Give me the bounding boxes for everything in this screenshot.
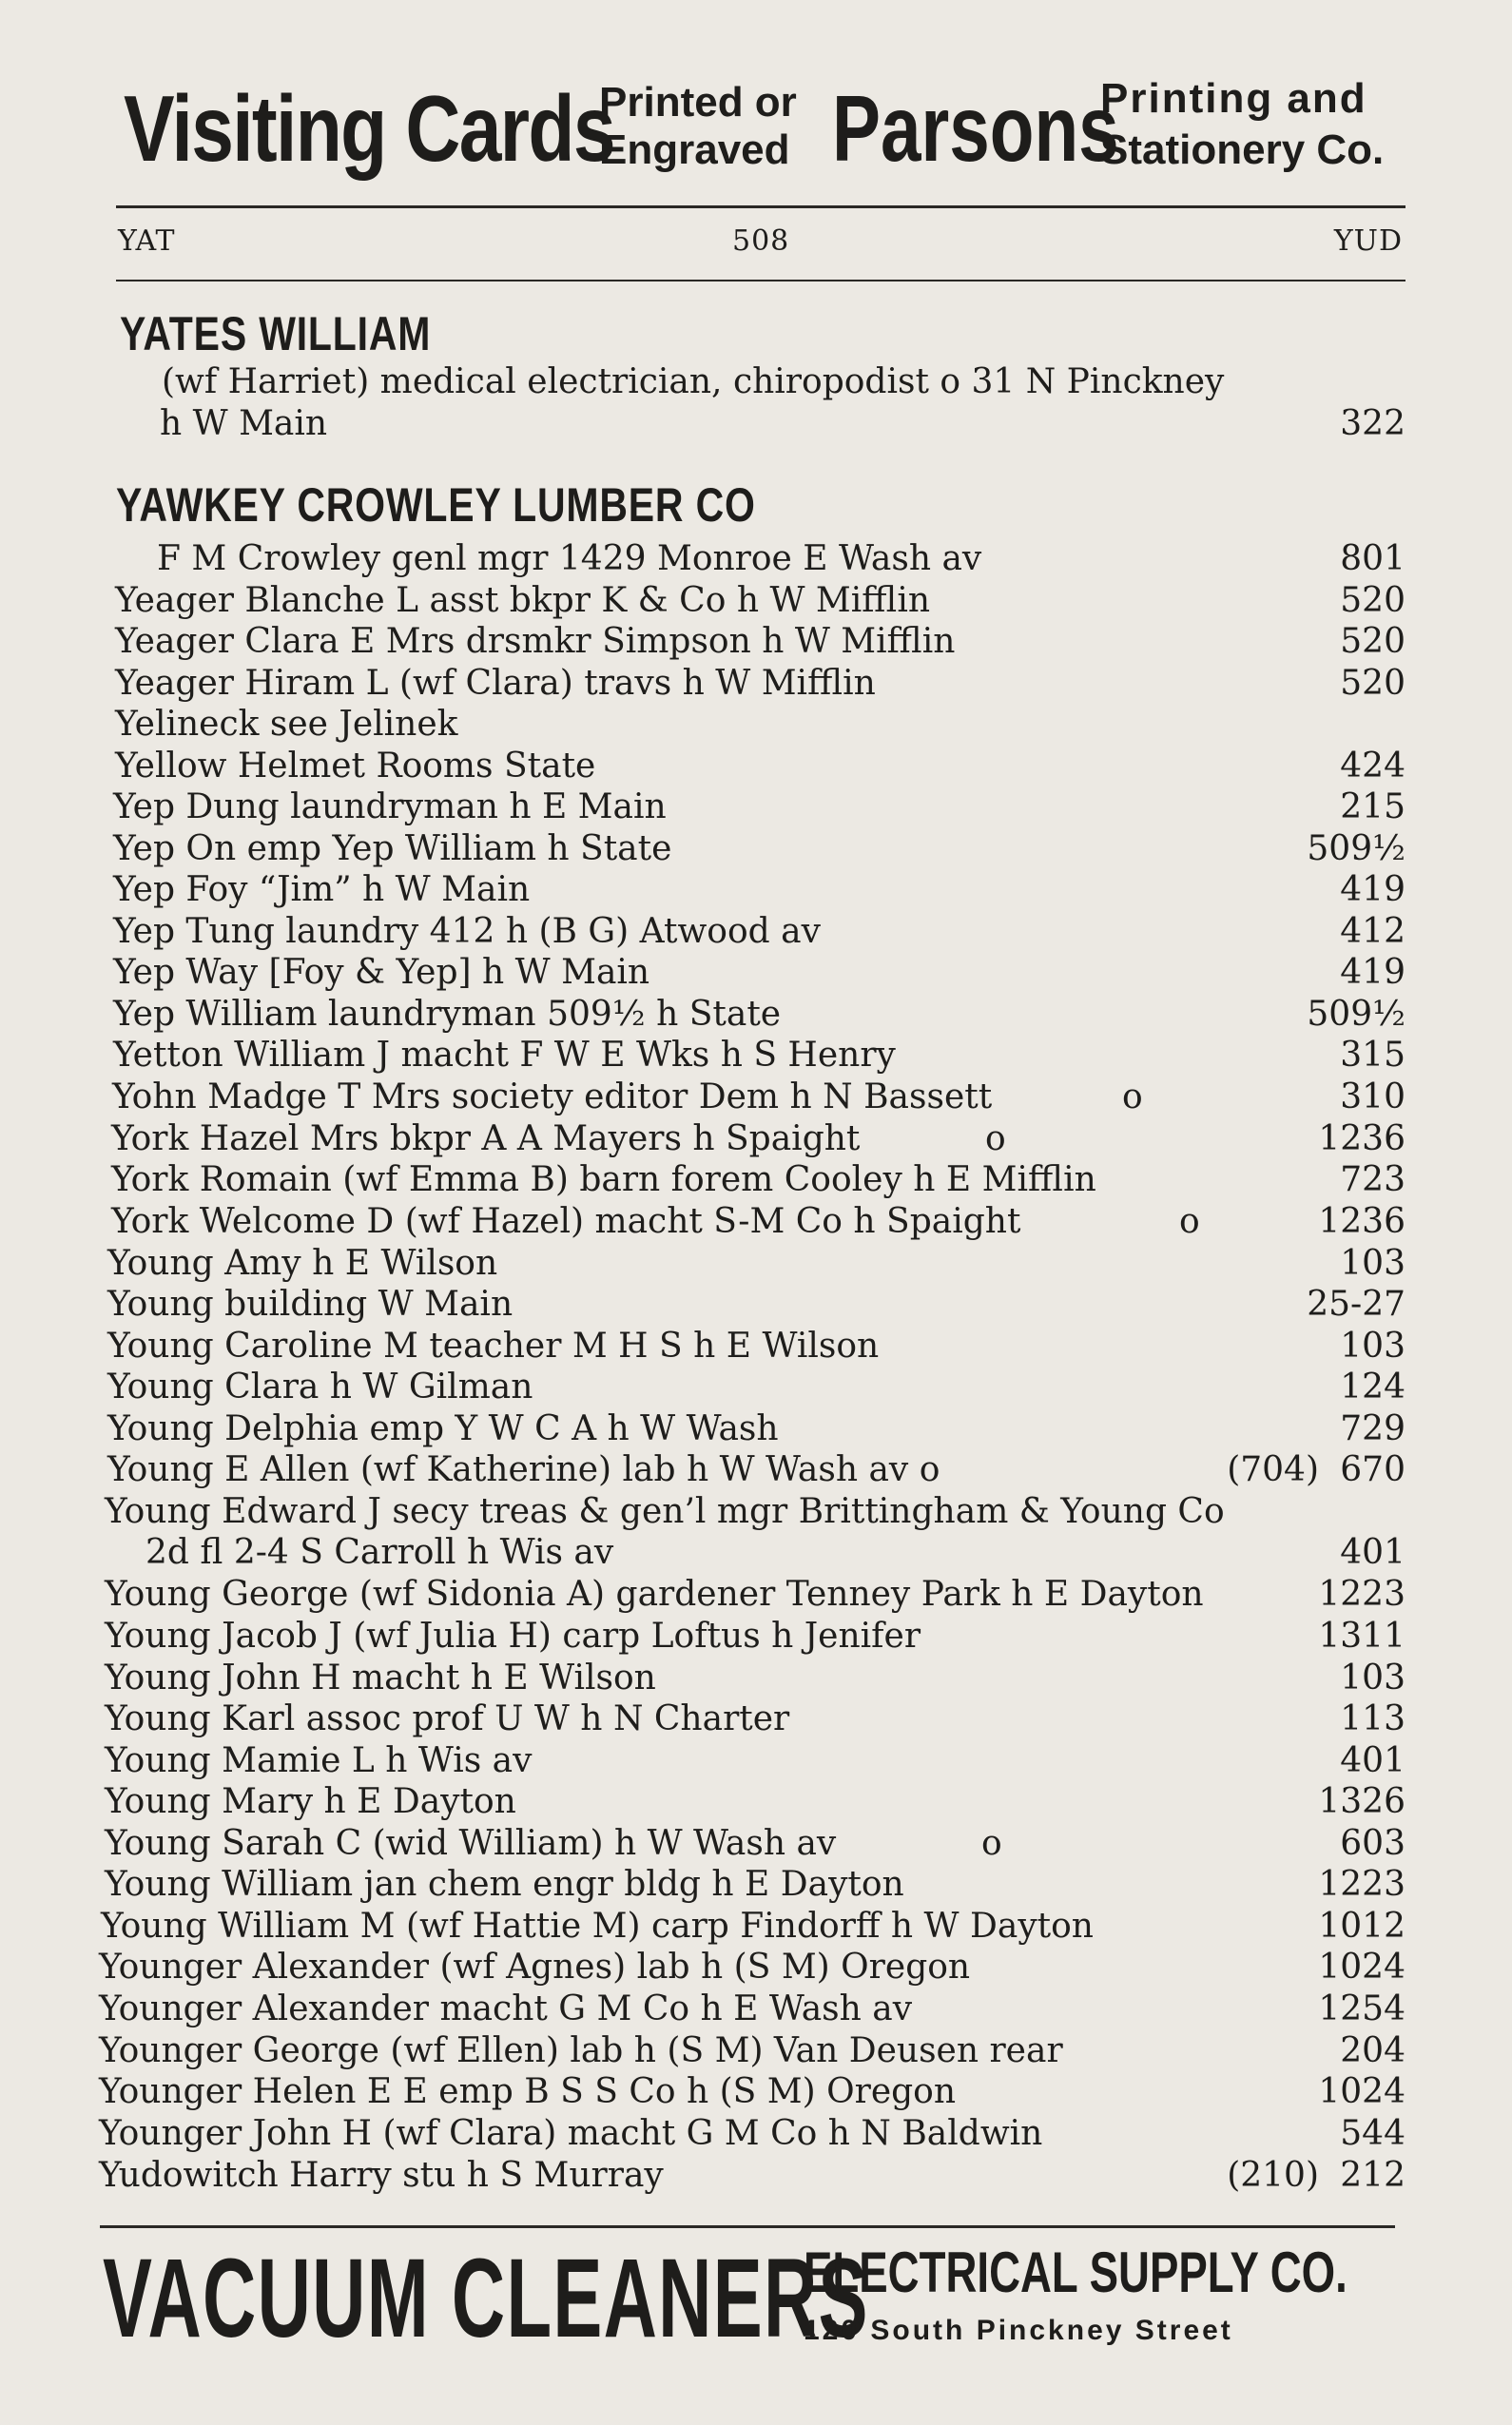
bottom-divider [100, 2225, 1395, 2228]
entry-number: 1012 [1318, 1907, 1405, 1946]
entry-number: 544 [1340, 2114, 1405, 2153]
entry-text: Young building W Main [107, 1285, 514, 1324]
entry-text: Younger George (wf Ellen) lab h (S M) Van Deusen rear [99, 2031, 1063, 2070]
entry-text: Yep Foy “Jim” h W Main [113, 870, 531, 909]
entry-text: Young Clara h W Gilman [107, 1368, 533, 1406]
entry-number: 103 [1340, 1244, 1405, 1283]
entry-number: 1326 [1318, 1782, 1405, 1821]
entry-number: 419 [1340, 870, 1405, 909]
entry-text: York Romain (wf Emma B) barn forem Cooley h E Mifflin [111, 1160, 1096, 1199]
entry-text: Young Delphia emp Y W C A h W Wash [107, 1409, 779, 1448]
page-number: 508 [732, 224, 790, 258]
entry-number: 419 [1340, 953, 1405, 992]
entry-number: 509½ [1307, 995, 1405, 1034]
entry-number: 212 [1340, 2156, 1405, 2195]
entry-text: Young George (wf Sidonia A) gardener Tenney Park h E Dayton [105, 1575, 1204, 1614]
entry-text: Younger Alexander macht G M Co h E Wash av [99, 1989, 913, 2028]
entry-number: 401 [1340, 1741, 1405, 1780]
entry-number: 25-27 [1307, 1285, 1405, 1324]
entry-number: 113 [1340, 1699, 1405, 1738]
entry-number: 1223 [1318, 1865, 1405, 1904]
entry-number: 509½ [1307, 829, 1405, 868]
ad-engraved: Engraved [599, 126, 790, 173]
entry-number: 204 [1340, 2031, 1405, 2070]
running-head-right: YUD [1333, 224, 1403, 258]
header-divider [116, 280, 1405, 281]
entry-text: Young Mary h E Dayton [105, 1782, 516, 1821]
top-divider [116, 205, 1405, 208]
entry-number: 424 [1340, 747, 1405, 786]
entry-text: Young Amy h E Wilson [107, 1244, 498, 1283]
entry-text: Young William M (wf Hattie M) carp Findorff h W Dayton [101, 1907, 1094, 1946]
entry-number: 1024 [1318, 2072, 1405, 2111]
entry-number: 603 [1340, 1824, 1405, 1863]
entry-text: Younger John H (wf Clara) macht G M Co h N Baldwin [99, 2114, 1043, 2153]
entry-text: Younger Helen E E emp B S S Co h (S M) Oregon [99, 2072, 957, 2111]
entry-outside-marker: o [981, 1824, 1002, 1863]
section-heading-yates: YATES WILLIAM [120, 307, 432, 360]
entry-outside-marker: o [985, 1119, 1006, 1158]
section-heading-yawkey: YAWKEY CROWLEY LUMBER CO [116, 478, 756, 532]
ad-printed-or: Printed or [599, 79, 797, 126]
entry-text: F M Crowley genl mgr 1429 Monroe E Wash av [157, 539, 982, 578]
entry-outside-marker: o [1122, 1077, 1143, 1116]
ad-address: 120 South Pinckney Street [804, 2315, 1233, 2346]
ad-visiting-cards: Visiting Cards [124, 76, 614, 181]
entry-text: Yohn Madge T Mrs society editor Dem h N Bassett [112, 1077, 993, 1116]
entry-number: 1223 [1318, 1575, 1405, 1614]
entry-phone-code: (704) [1227, 1450, 1319, 1489]
entry-number: 1236 [1318, 1119, 1405, 1158]
entry-text: Young Sarah C (wid William) h W Wash av [105, 1824, 837, 1863]
entry-number: 124 [1340, 1368, 1405, 1406]
entry-text: Young William jan chem engr bldg h E Dayton [105, 1865, 904, 1904]
entry-number: 670 [1340, 1450, 1405, 1489]
entry-text: 2d fl 2-4 S Carroll h Wis av [145, 1533, 614, 1572]
entry-text: Yep On emp Yep William h State [113, 829, 672, 868]
running-head-left: YAT [118, 224, 176, 258]
entry-text: Yudowitch Harry stu h S Murray [99, 2156, 664, 2195]
entry-number: 801 [1340, 539, 1405, 578]
entry-text: h W Main [160, 404, 328, 443]
entry-text: Young Jacob J (wf Julia H) carp Loftus h Jenifer [105, 1617, 921, 1656]
ad-printing-and: Printing and [1100, 75, 1367, 122]
entry-text: Young Karl assoc prof U W h N Charter [105, 1699, 790, 1738]
entry-number: 310 [1340, 1077, 1405, 1116]
ad-electrical-supply: ELECTRICAL SUPPLY CO. [804, 2241, 1347, 2304]
entry-text: Young John H macht h E Wilson [105, 1659, 656, 1698]
ad-stationery-co: Stationery Co. [1100, 126, 1385, 173]
entry-number: 401 [1340, 1533, 1405, 1572]
entry-text: Yellow Helmet Rooms State [115, 747, 596, 786]
entry-text: Yep Way [Foy & Yep] h W Main [113, 953, 650, 992]
entry-number: 729 [1340, 1409, 1405, 1448]
entry-number: 1311 [1318, 1617, 1405, 1656]
entry-number: 215 [1340, 787, 1405, 826]
ad-parsons: Parsons [832, 76, 1119, 181]
entry-text: York Hazel Mrs bkpr A A Mayers h Spaight [111, 1119, 861, 1158]
entry-number: 520 [1340, 664, 1405, 703]
entry-text: Young E Allen (wf Katherine) lab h W Wash av o [107, 1450, 940, 1489]
entry-text: Young Edward J secy treas & gen’l mgr Brittingham & Young Co [105, 1492, 1225, 1531]
entry-number: 723 [1340, 1160, 1405, 1199]
entry-text: Yep William laundryman 509½ h State [113, 995, 782, 1034]
entry-number: 520 [1340, 581, 1405, 620]
entry-text: Yeager Hiram L (wf Clara) travs h W Mifflin [115, 664, 876, 703]
entry-text: Young Caroline M teacher M H S h E Wilson [107, 1327, 880, 1366]
bottom-advertisement [103, 2237, 1396, 2360]
entry-number: 1236 [1318, 1202, 1405, 1241]
entry-number: 322 [1340, 404, 1405, 443]
entry-text: Yetton William J macht F W E Wks h S Henry [113, 1036, 896, 1075]
entry-number: 315 [1340, 1036, 1405, 1075]
entry-text: York Welcome D (wf Hazel) macht S-M Co h Spaight [111, 1202, 1021, 1241]
entry-number: 1254 [1318, 1989, 1405, 2028]
entry-number: 103 [1340, 1659, 1405, 1698]
entry-text: Young Mamie L h Wis av [105, 1741, 533, 1780]
entry-number: 1024 [1318, 1948, 1405, 1987]
top-advertisement [124, 68, 1407, 192]
entry-text: Yeager Clara E Mrs drsmkr Simpson h W Mifflin [115, 622, 956, 661]
entry-number: 520 [1340, 622, 1405, 661]
entry-text: Younger Alexander (wf Agnes) lab h (S M) Oregon [99, 1948, 971, 1987]
entry-text: Yelineck see Jelinek [115, 705, 458, 744]
entry-outside-marker: o [1179, 1202, 1200, 1241]
entry-text: Yeager Blanche L asst bkpr K & Co h W Mifflin [115, 581, 931, 620]
entry-text: Yep Dung laundryman h E Main [113, 787, 667, 826]
entry-text: (wf Harriet) medical electrician, chiropodist o 31 N Pinckney [162, 362, 1225, 401]
entry-number: 103 [1340, 1327, 1405, 1366]
entry-phone-code: (210) [1227, 2156, 1319, 2195]
entry-number: 412 [1340, 912, 1405, 951]
ad-vacuum-cleaners: VACUUM CLEANERS [103, 2236, 869, 2361]
entry-text: Yep Tung laundry 412 h (B G) Atwood av [113, 912, 821, 951]
